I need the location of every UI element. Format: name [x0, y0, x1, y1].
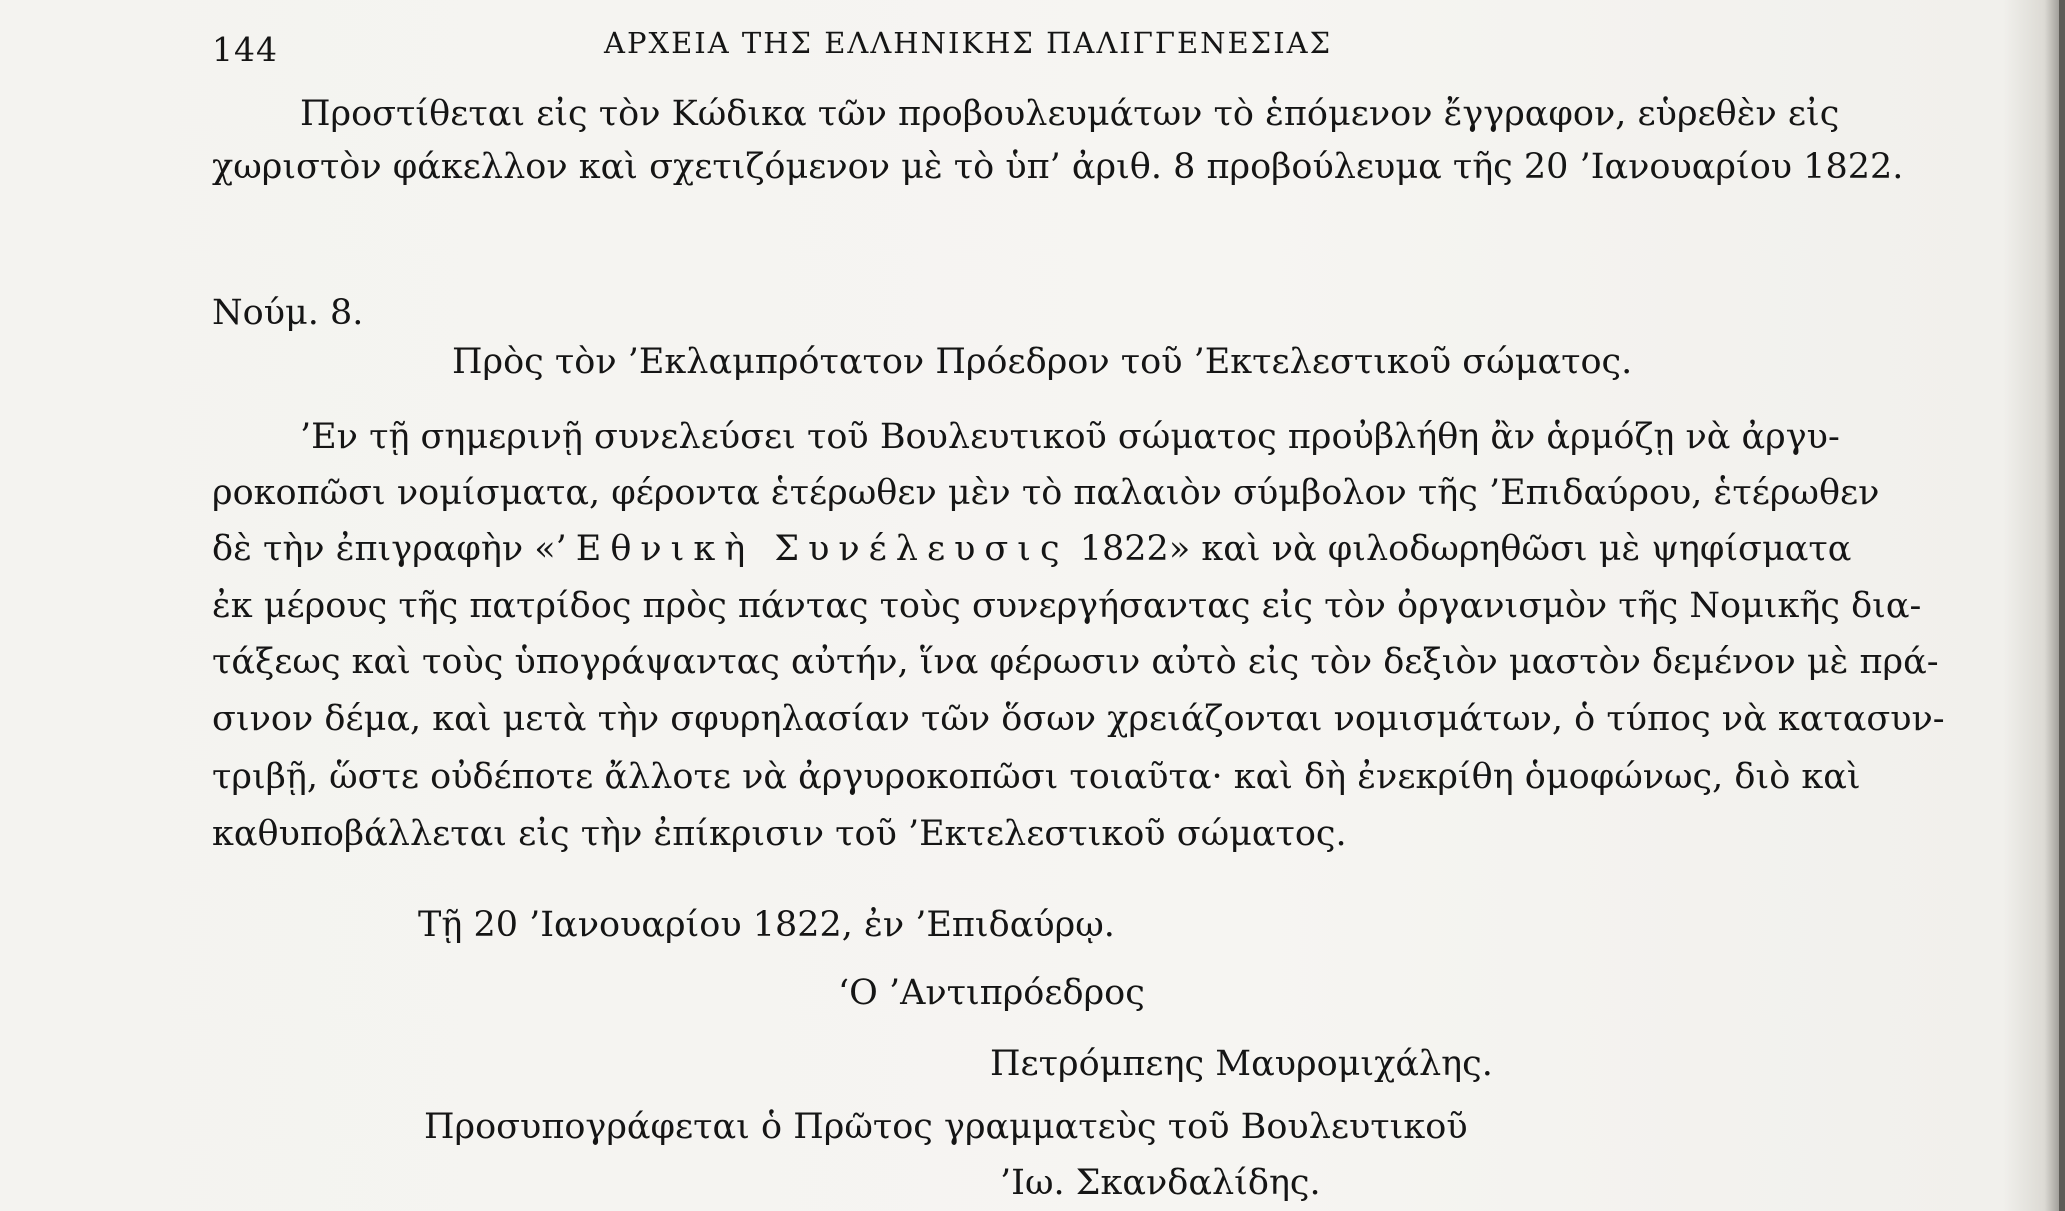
page-number: 144: [212, 30, 278, 69]
body-line-8: καθυποβάλλεται εἰς τὴν ἐπίκρισιν τοῦ ’Εκτελεστικοῦ σώματος.: [212, 814, 1347, 854]
body-line-1: ’Εν τῇ σημερινῇ συνελεύσει τοῦ Βουλευτικοῦ σώματος προὐβλήθη ἂν ἁρμόζῃ νὰ ἀργυ-: [300, 417, 1840, 457]
document-addressee: Πρὸς τὸν ’Εκλαμπρότατον Πρόεδρον τοῦ ’Εκτελεστικοῦ σώματος.: [452, 342, 1633, 382]
running-title: ΑΡΧΕΙΑ ΤΗΣ ΕΛΛΗΝΙΚΗΣ ΠΑΛΙΓΓΕΝΕΣΙΑΣ: [604, 26, 1333, 60]
body-line-3: [212, 529, 1852, 569]
countersign-line: Προσυπογράφεται ὁ Πρῶτος γραμματεὺς τοῦ Βουλευτικοῦ: [424, 1107, 1468, 1147]
intro-line-2: χωριστὸν φάκελλον καὶ σχετιζόμενον μὲ τὸ ὑπ’ ἀριθ. 8 προβούλευμα τῆς 20 ’Ιανουαρίου 1822.: [212, 147, 1904, 187]
body-line-3-start: δὲ τὴν ἐπιγραφὴν «: [212, 529, 556, 569]
date-line: Τῇ 20 ’Ιανουαρίου 1822, ἐν ’Επιδαύρῳ.: [418, 905, 1115, 945]
signer-name: Πετρόμπεης Μαυρομιχάλης.: [990, 1044, 1493, 1084]
body-line-2: ροκοπῶσι νομίσματα, φέροντα ἑτέρωθεν μὲν τὸ παλαιὸν σύμβολον τῆς ’Επιδαύρου, ἑτέρωθεν: [212, 473, 1880, 513]
document-number: Νούμ. 8.: [212, 293, 364, 333]
signer-title: ‘Ο ’Αντιπρόεδρος: [838, 973, 1145, 1013]
secretary-name: ’Ιω. Σκανδαλίδης.: [1000, 1163, 1321, 1203]
body-line-3-end: 1822» καὶ νὰ φιλοδωρηθῶσι μὲ ψηφίσματα: [1068, 529, 1852, 569]
page-header: [212, 22, 1832, 78]
body-line-7: τριβῇ, ὥστε οὐδέποτε ἄλλοτε νὰ ἀργυροκοπῶσι τοιαῦτα· καὶ δὴ ἐνεκρίθη ὁμοφώνως, διὸ καὶ: [212, 757, 1861, 797]
page-edge: [2059, 0, 2065, 1211]
inscription-text: ’Εθνικὴ Συνέλευσις: [555, 529, 1069, 569]
body-line-6: σινον δέμα, καὶ μετὰ τὴν σφυρηλασίαν τῶν ὅσων χρειάζονται νομισμάτων, ὁ τύπος νὰ κατασυν-: [212, 699, 1945, 739]
body-line-4: ἐκ μέρους τῆς πατρίδος πρὸς πάντας τοὺς συνεργήσαντας εἰς τὸν ὀργανισμὸν τῆς Νομικῆς δια-: [212, 586, 1922, 626]
intro-line-1: Προστίθεται εἰς τὸν Κώδικα τῶν προβουλευμάτων τὸ ἑπόμενον ἔγγραφον, εὑρεθὲν εἰς: [300, 94, 1840, 134]
body-line-5: τάξεως καὶ τοὺς ὑπογράψαντας αὐτήν, ἵνα φέρωσιν αὐτὸ εἰς τὸν δεξιὸν μαστὸν δεμένον μὲ πρά-: [212, 642, 1939, 682]
